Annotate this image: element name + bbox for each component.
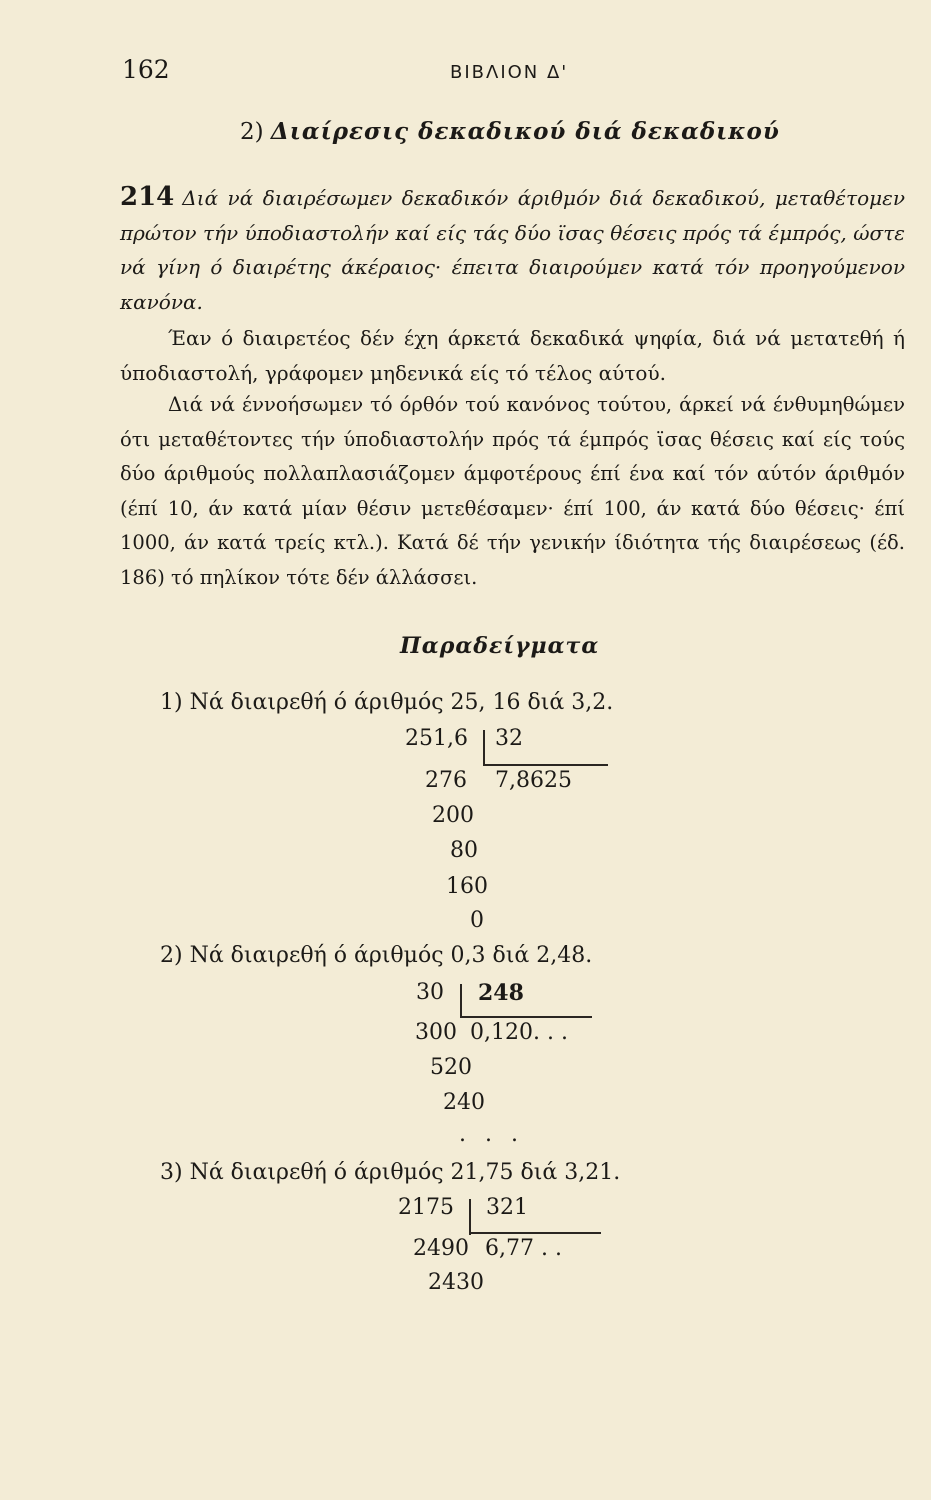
example-1-remainder: 0: [470, 908, 484, 933]
example-1-dividend: 251,6: [405, 726, 468, 751]
example-3-division-bar: [469, 1199, 471, 1235]
example-1-quotient: 7,8625: [495, 768, 572, 793]
example-2-division-bar: [460, 984, 462, 1018]
example-2-remainder: 300: [415, 1020, 457, 1045]
running-head: ΒΙΒΛΙΟΝ Δ': [450, 62, 569, 83]
paragraph-214: [120, 180, 905, 319]
example-2-quotient: 0,120. . .: [470, 1020, 568, 1045]
section-heading: [240, 118, 780, 145]
example-1-divisor-rule: [483, 764, 608, 766]
paragraph-214-text: Διά νά διαιρέσωμεν δεκαδικόν άριθμόν διά δεκαδικού, μεταθέτομεν πρώτον τήν ύποδιαστολήν καί είς τάς δύο ϊσας θέσεις πρός τά έμπρός, ώστε νά γίνη ό διαιρέτης άκέραιος· έπειτα διαιρούμεν κατά τόν προηγούμενον κανόνα.: [120, 186, 905, 314]
example-2-remainder: 240: [443, 1090, 485, 1115]
example-3-dividend: 2175: [398, 1195, 454, 1220]
example-1-statement: 1) Νά διαιρεθή ό άριθμός 25, 16 διά 3,2.: [160, 690, 614, 715]
example-2-ellipsis: . . .: [459, 1122, 524, 1147]
examples-heading: Παραδείγματα: [400, 633, 600, 659]
example-1-remainder: 160: [446, 874, 488, 899]
example-1-division-bar: [483, 730, 485, 766]
example-3-quotient: 6,77 . .: [485, 1236, 562, 1261]
example-1-remainder: 200: [432, 803, 474, 828]
paragraph-number: 214: [120, 182, 175, 212]
section-number: 2): [240, 119, 264, 145]
page-number: 162: [122, 55, 170, 84]
example-3-statement: 3) Νά διαιρεθή ό άριθμός 21,75 διά 3,21.: [160, 1160, 621, 1185]
example-2-remainder: 520: [430, 1055, 472, 1080]
example-2-dividend: 30: [416, 980, 444, 1005]
section-title: Διαίρεσις δεκαδικού διά δεκαδικού: [270, 118, 780, 145]
example-2-divisor: 248: [478, 980, 524, 1006]
example-1-remainder: 80: [450, 838, 478, 863]
example-1-remainder: 276: [425, 768, 467, 793]
example-3-remainder: 2430: [428, 1270, 484, 1295]
example-1-divisor: 32: [495, 726, 523, 751]
example-2-divisor-rule: [460, 1016, 592, 1018]
paragraph-zeros-rule: Έαν ό διαιρετέος δέν έχη άρκετά δεκαδικά ψηφία, διά νά μετατεθή ή ύποδιαστολή, γράφομεν μηδενικά είς τό τέλος αύτού.: [120, 326, 905, 385]
example-3-divisor-rule: [469, 1232, 601, 1234]
example-3-divisor: 321: [486, 1195, 528, 1220]
paragraph-justification: Διά νά έννοήσωμεν τό όρθόν τού κανόνος τούτου, άρκεί νά ένθυμηθώμεν ότι μεταθέτοντες τήν ύποδιαστολήν πρός τά έμπρός ϊσας θέσεις καί είς τούς δύο άριθμούς πολλαπλασιάζομεν άμφοτέρους έπί ένα καί τόν αύτόν άριθμόν (έπί 10, άν κατά μίαν θέσιν μετεθέσαμεν· έπί 100, άν κατά δύο θέσεις· έπί 1000, άν κατά τρείς κτλ.). Κατά δέ τήν γενικήν ίδιότητα τής διαιρέσεως (έδ. 186) τό πηλίκον τότε δέν άλλάσσει.: [120, 393, 905, 589]
example-3-remainder: 2490: [413, 1236, 469, 1261]
example-2-statement: 2) Νά διαιρεθή ό άριθμός 0,3 διά 2,48.: [160, 943, 593, 968]
